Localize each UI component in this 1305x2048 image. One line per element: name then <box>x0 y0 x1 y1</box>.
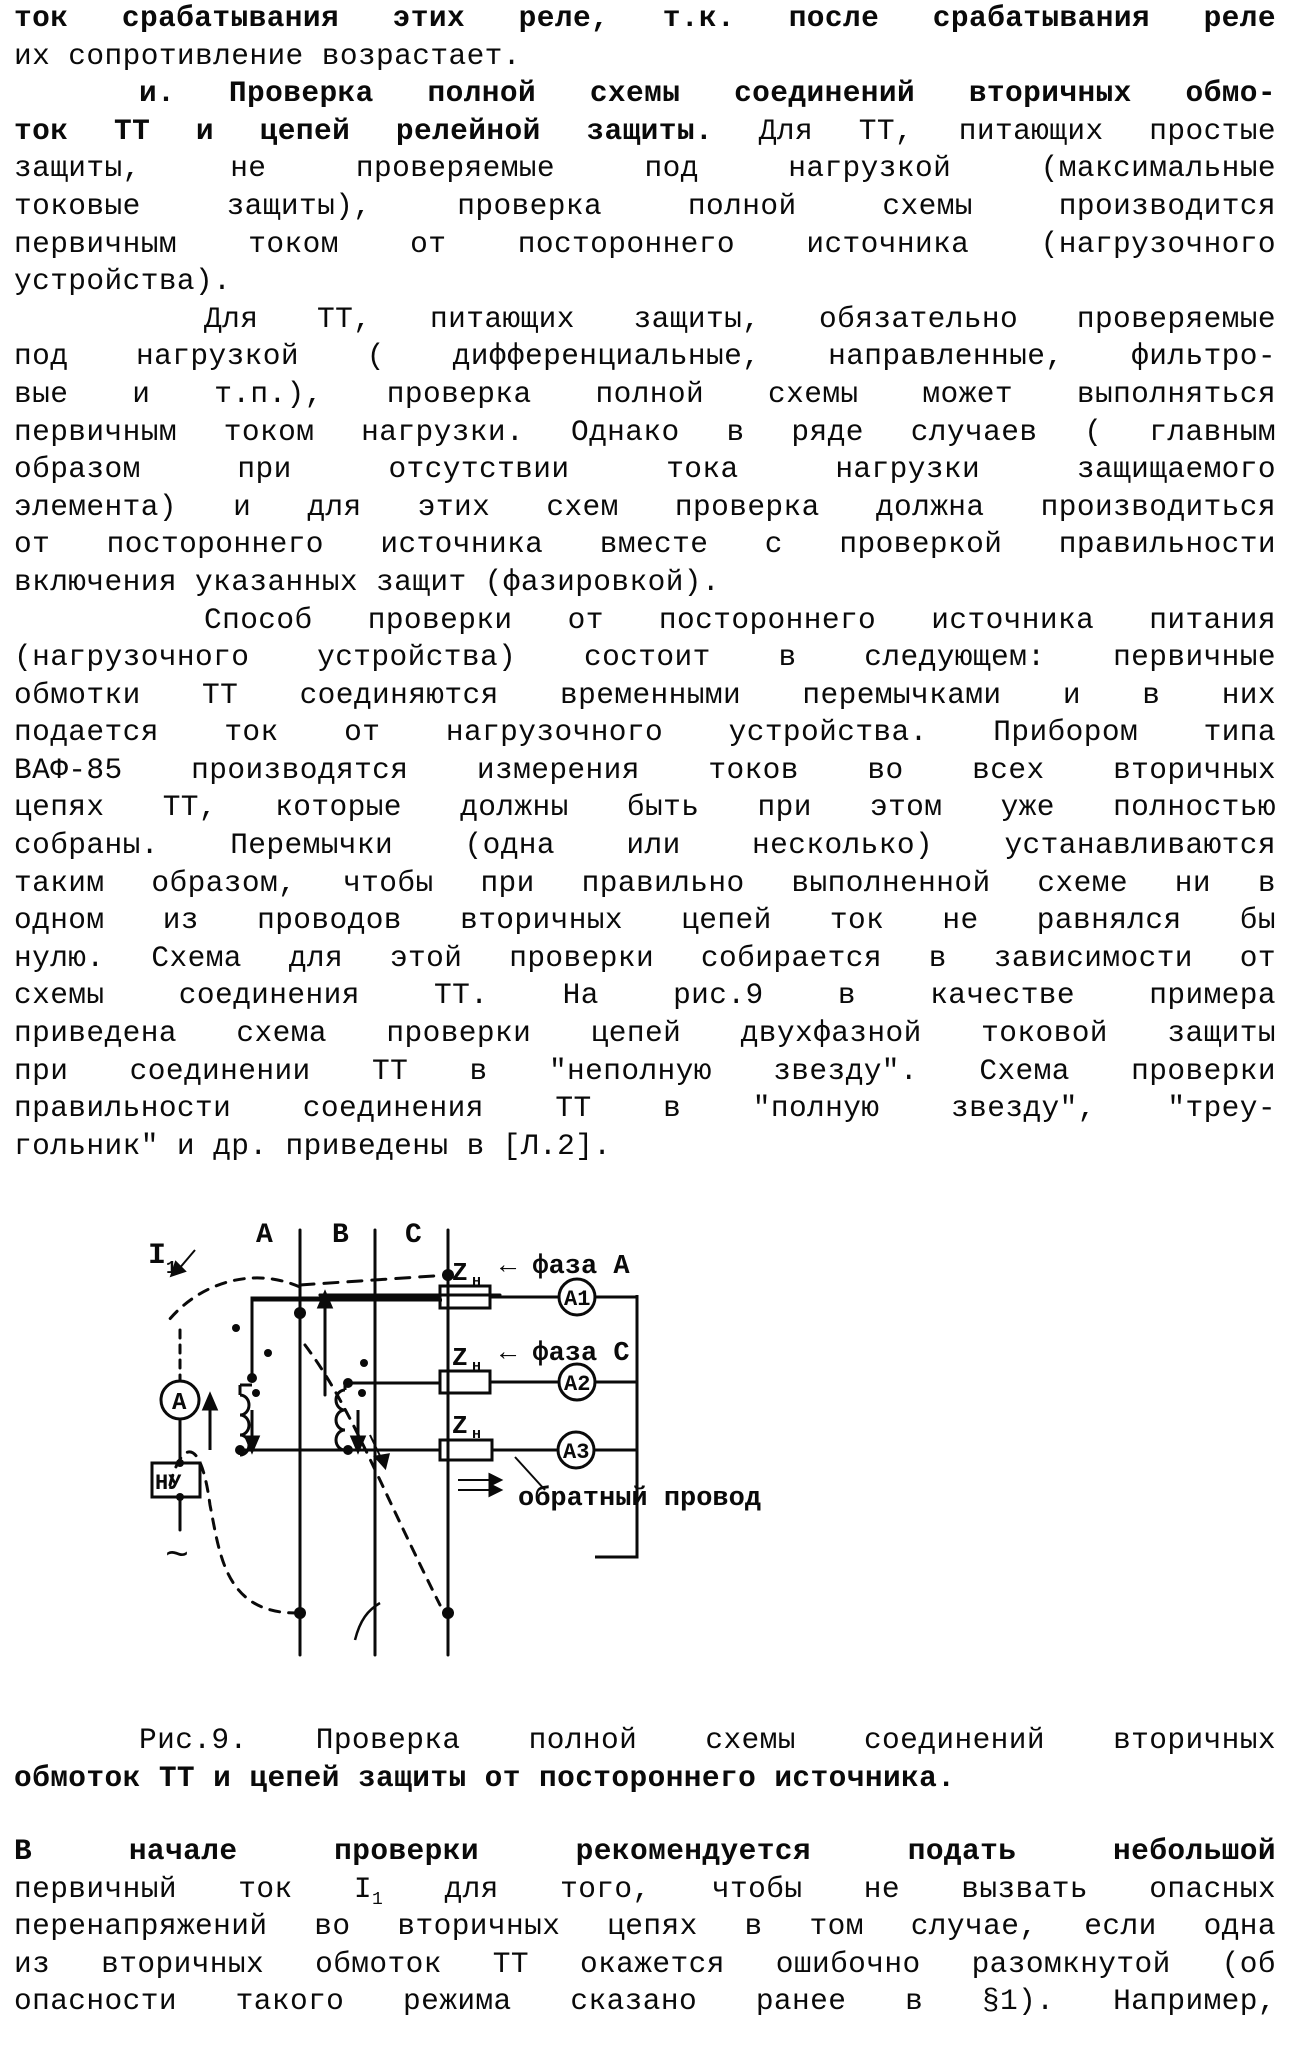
wire-phase-a <box>252 1300 438 1380</box>
text-line: из вторичных обмоток ТТ окажется ошибочно разомкнутой (об <box>14 1946 1276 1981</box>
text-line: одном из проводов вторичных цепей ток не равнялся бы <box>14 903 1276 938</box>
phase-a-label: ← фаза A <box>500 1252 630 1282</box>
text-line: обмотки ТТ соединяются временными перемычками и в них <box>14 677 1276 712</box>
text-line: приведена схема проверки цепей двухфазной токовой защиты <box>14 1016 1276 1051</box>
text-fragment: первичный ток <box>14 1871 354 1906</box>
a2-label: A2 <box>564 1372 591 1397</box>
text-line: цепях ТТ, которые должны быть при этом уже полностью <box>14 790 1276 825</box>
text-line: защиты, не проверяемые под нагрузкой (максимальные <box>14 151 1276 186</box>
text-line: В начале проверки рекомендуется подать небольшой <box>14 1834 1276 1868</box>
current-label: I <box>148 1239 167 1273</box>
z2-sub: н <box>472 1358 482 1375</box>
text-line: при соединении ТТ в "неполную звезду". Схема проверки <box>14 1053 1276 1088</box>
text-fragment: Для ТТ, питающих простые <box>713 113 1276 148</box>
text-line: первичным током от постороннего источника (нагрузочного <box>14 226 1276 261</box>
text-line: подается ток от нагрузочного устройства. Прибором типа <box>14 715 1276 750</box>
text-line: схемы соединения ТТ. На рис.9 в качестве примера <box>14 978 1276 1013</box>
text-line: элемента) и для этих схем проверка должна производиться <box>14 489 1276 524</box>
body-text-bottom <box>14 1833 1276 2021</box>
ac-symbol: ~ <box>165 1535 190 1580</box>
lead-wire-bottom <box>170 1452 300 1613</box>
a1-label: A1 <box>564 1287 591 1312</box>
text-line: Для ТТ, питающих защиты, обязательно проверяемые <box>204 301 1276 336</box>
junction-dots <box>176 1269 454 1619</box>
circuit-diagram <box>140 1195 1000 1675</box>
text-line: собраны. Перемычки (одна или несколько) устанавливаются <box>14 828 1276 863</box>
caption-line: обмоток ТТ и цепей защиты от постороннего источника. <box>14 1760 956 1795</box>
section-heading-end: ток ТТ и цепей релейной защиты. <box>14 113 714 148</box>
secondary-circuit <box>252 1300 440 1380</box>
z1-sub: н <box>472 1273 482 1290</box>
wire-return-right <box>595 1297 637 1557</box>
text-line: опасности такого режима сказано ранее в §1). Например, <box>14 1984 1276 2019</box>
text-fragment: для того, чтобы не вызвать опасных <box>383 1871 1276 1906</box>
bus-label-c: C <box>405 1220 422 1251</box>
text-line: таким образом, чтобы при правильно выполненной схеме ни в <box>14 865 1276 900</box>
load-device-label: НУ <box>155 1471 182 1496</box>
text-line: правильности соединения ТТ в "полную звезду", "треу- <box>14 1091 1276 1126</box>
text-line: вые и т.п.), проверка полной схемы может выполняться <box>14 376 1276 411</box>
z1-label: Z <box>452 1258 468 1288</box>
body-text-top <box>14 0 1276 1165</box>
a3-label: A3 <box>563 1440 590 1465</box>
text-line: нулю. Схема для этой проверки собирается в зависимости от <box>14 940 1276 975</box>
text-line: включения указанных защит (фазировкой). <box>14 564 721 599</box>
text-line: образом при отсутствии тока нагрузки защищаемого <box>14 452 1276 487</box>
text-line: ток срабатывания этих реле, т.к. после срабатывания реле <box>14 1 1276 35</box>
bus-label-b: B <box>332 1220 349 1251</box>
text-line: первичным током нагрузки. Однако в ряде случаев ( главным <box>14 414 1276 449</box>
section-heading: и. Проверка полной схемы соединений вторичных обмо- <box>139 76 1276 111</box>
text-line: гольник" и др. приведены в [Л.2]. <box>14 1128 612 1163</box>
z3-sub: н <box>472 1426 482 1443</box>
figure-caption <box>14 1722 1276 1797</box>
current-subscript: 1 <box>166 1259 177 1279</box>
current-symbol-sub: 1 <box>371 1889 384 1909</box>
text-line: под нагрузкой ( дифференциальные, направленные, фильтро- <box>14 339 1276 374</box>
text-line: Способ проверки от постороннего источника питания <box>204 602 1276 637</box>
current-symbol: I <box>353 1871 372 1906</box>
text-line <box>14 113 1276 151</box>
return-wire-label: обратный провод <box>518 1484 762 1514</box>
z3-label: Z <box>452 1411 468 1441</box>
text-line: ВАФ-85 производятся измерения токов во всех вторичных <box>14 752 1276 787</box>
text-line <box>14 1871 1276 1909</box>
wire-a <box>253 1298 440 1378</box>
phase-c-label: ← фаза C <box>500 1339 630 1369</box>
text-line: токовые защиты), проверка полной схемы производится <box>14 188 1276 223</box>
z2-label: Z <box>452 1343 468 1373</box>
text-line: устройства). <box>14 264 232 299</box>
caption-line: Рис.9. Проверка полной схемы соединений вторичных <box>139 1723 1276 1757</box>
text-line: перенапряжений во вторичных цепях в том случае, если одна <box>14 1909 1276 1944</box>
wire-phase-a-main <box>252 1298 440 1380</box>
text-line: от постороннего источника вместе с проверкой правильности <box>14 527 1276 562</box>
bus-label-a: A <box>256 1220 273 1251</box>
text-line: (нагрузочного устройства) состоит в следующем: первичные <box>14 640 1276 675</box>
ammeter-label: A <box>172 1390 187 1417</box>
text-line: их сопротивление возрастает. <box>14 38 521 73</box>
